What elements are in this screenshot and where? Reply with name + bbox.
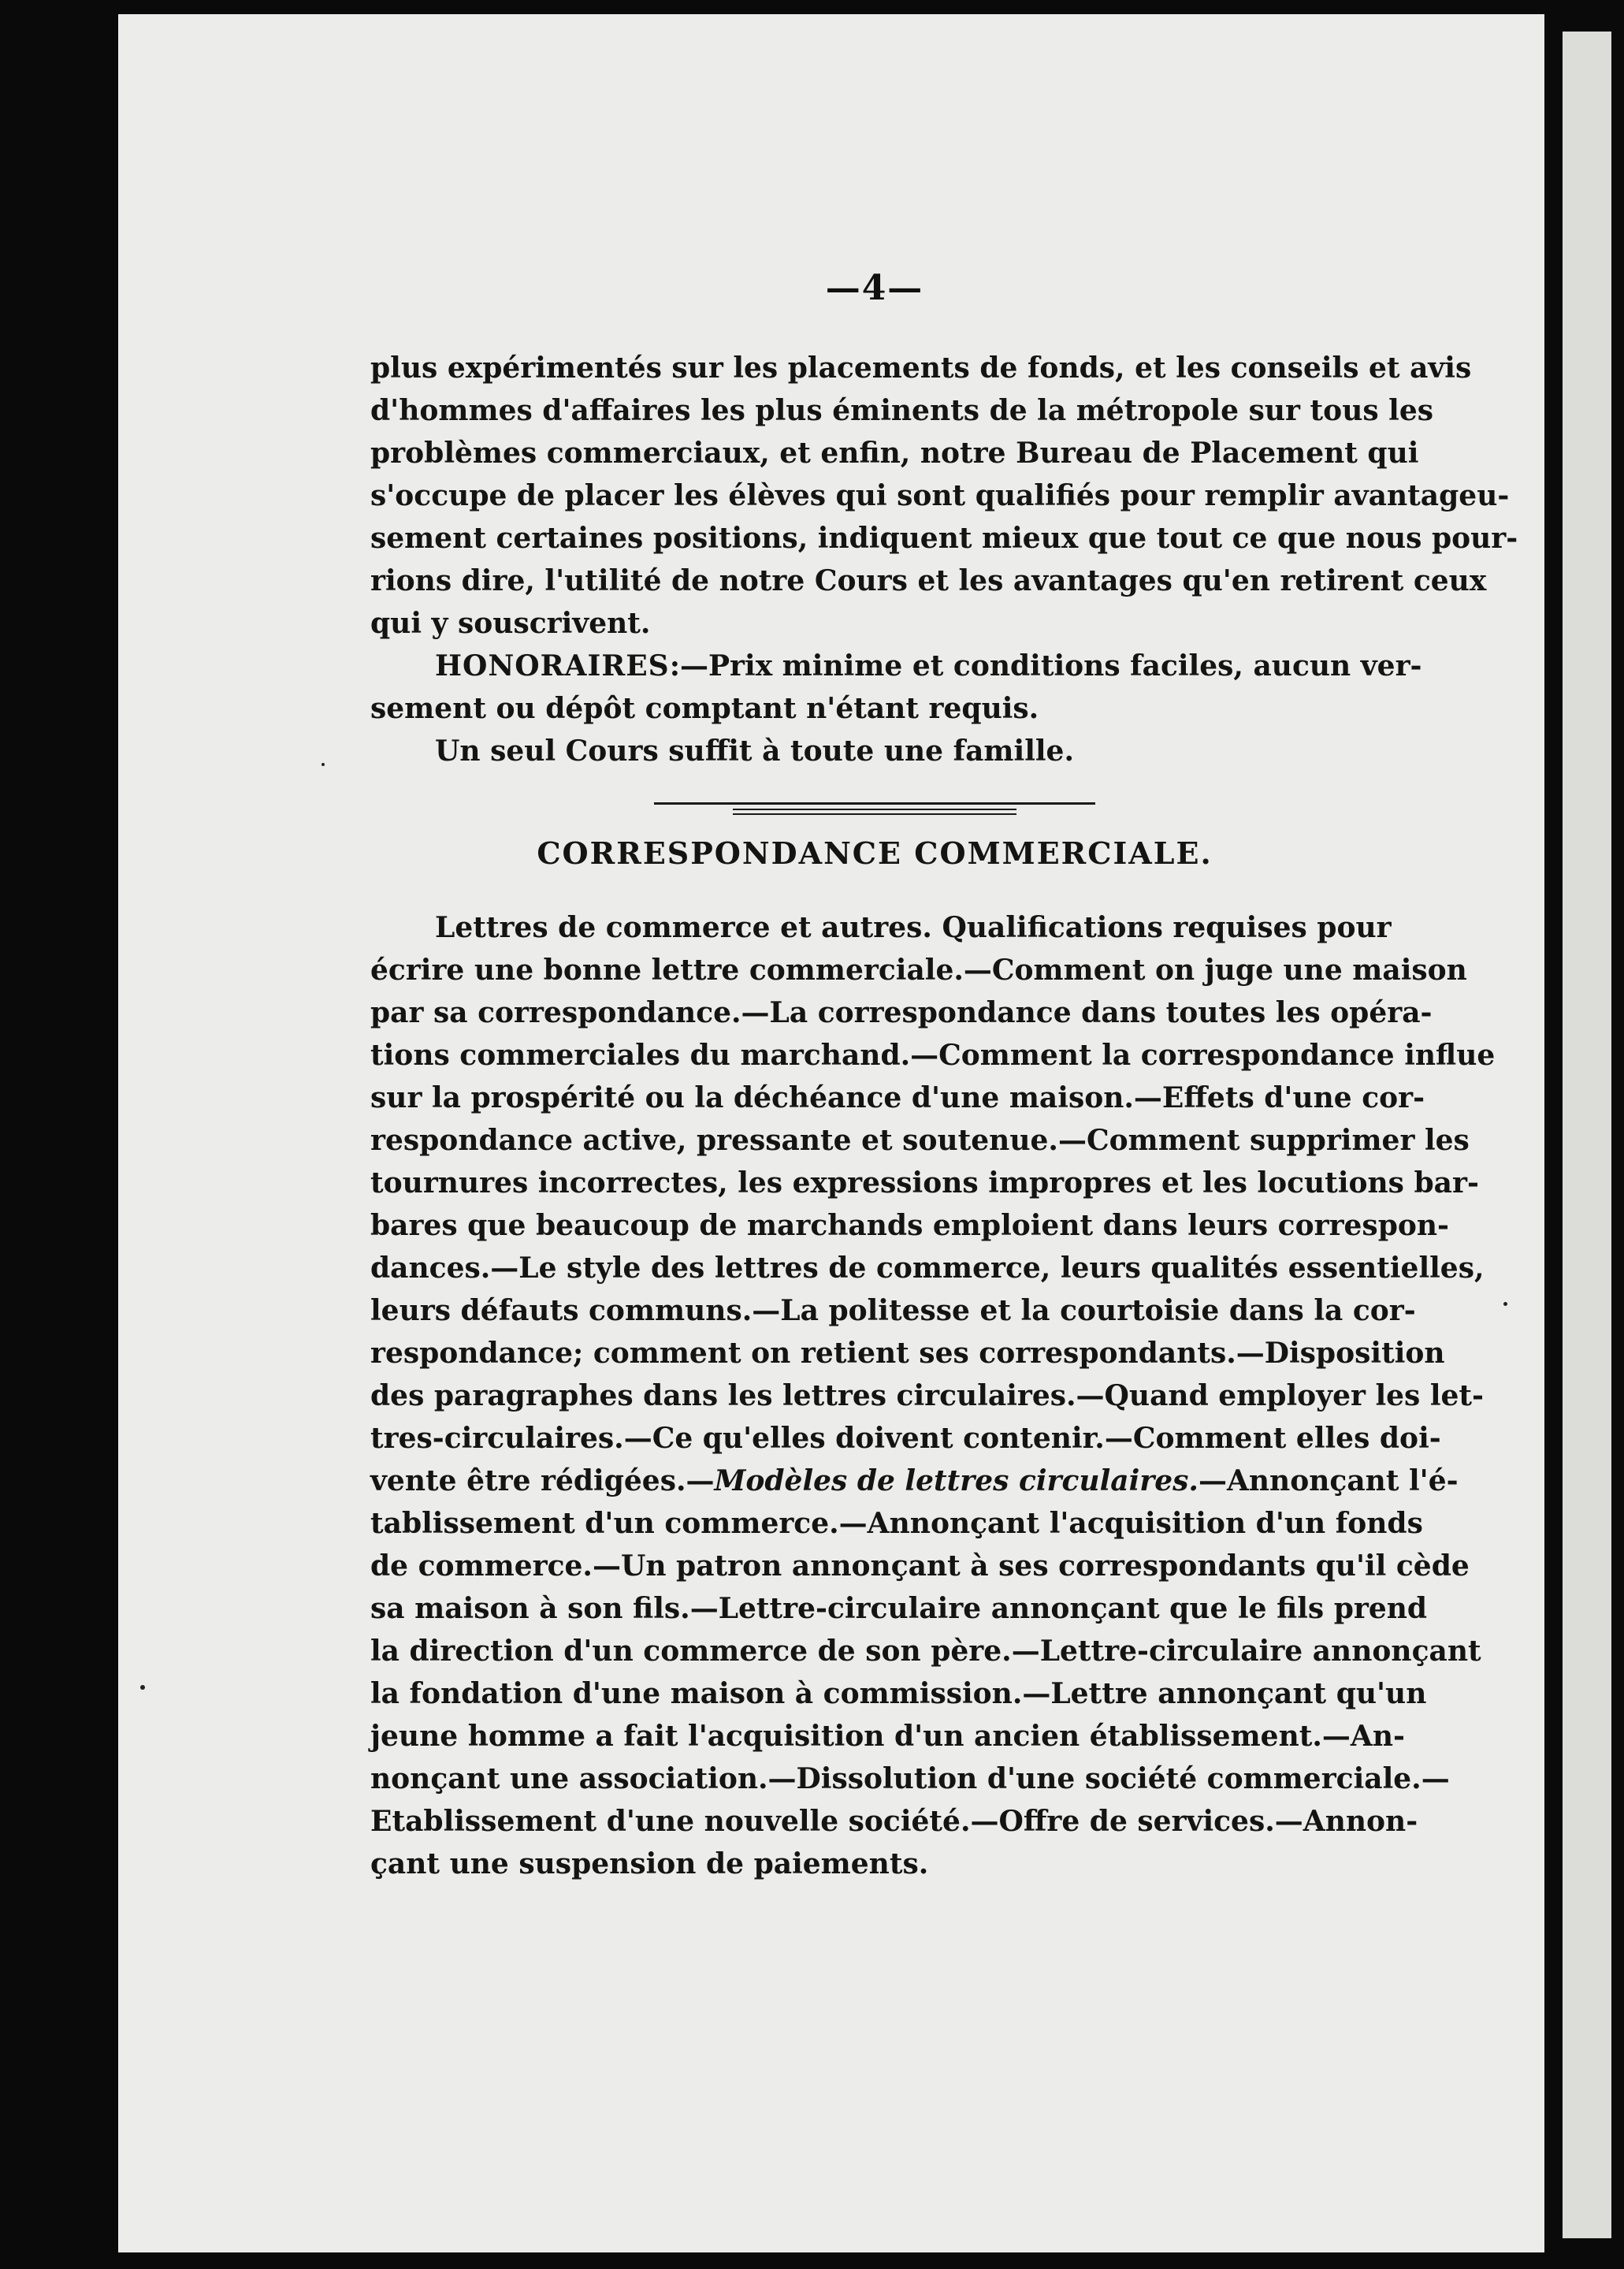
- body-line: sa maison à son fils.—Lettre-circulaire annonçant que le fils prend: [370, 1592, 1428, 1625]
- body-text: vente être rédigées.—: [370, 1464, 715, 1497]
- page-number: —4—: [825, 268, 924, 308]
- intro-line: plus expérimentés sur les placements de fonds, et les conseils et avis: [370, 352, 1472, 385]
- body-line: tablissement d'un commerce.—Annonçant l'acquisition d'un fonds: [370, 1507, 1423, 1540]
- body-line: bares que beaucoup de marchands emploient dans leurs correspon-: [370, 1209, 1450, 1242]
- intro-paragraph: [370, 347, 1518, 645]
- section-divider-thin: [733, 809, 1016, 810]
- body-line: respondance active, pressante et soutenue.—Comment supprimer les: [370, 1124, 1470, 1157]
- body-text: —Annonçant l'é-: [1198, 1464, 1459, 1497]
- intro-line: rions dire, l'utilité de notre Cours et les avantages qu'en retirent ceux: [370, 564, 1487, 597]
- body-line: la direction d'un commerce de son père.—Lettre-circulaire annonçant: [370, 1635, 1481, 1668]
- scan-speck: [1503, 1302, 1507, 1306]
- body-line: de commerce.—Un patron annonçant à ses correspondants qu'il cède: [370, 1549, 1470, 1583]
- body-line: tournures incorrectes, les expressions impropres et les locutions bar-: [370, 1166, 1479, 1200]
- fees-paragraph: [370, 645, 1422, 772]
- course-description: [370, 906, 1496, 1885]
- body-line: leurs défauts communs.—La politesse et la courtoisie dans la cor-: [370, 1294, 1416, 1327]
- body-line: Lettres de commerce et autres. Qualifications requises pour: [435, 911, 1392, 944]
- body-line: nonçant une association.—Dissolution d'une société commerciale.—: [370, 1762, 1450, 1795]
- body-line: Etablissement d'une nouvelle société.—Offre de services.—Annon-: [370, 1805, 1418, 1838]
- body-line: tres-circulaires.—Ce qu'elles doivent contenir.—Comment elles doi-: [370, 1422, 1441, 1455]
- body-line: jeune homme a fait l'acquisition d'un ancien établissement.—An-: [370, 1720, 1405, 1753]
- body-line: par sa correspondance.—La correspondance dans toutes les opéra-: [370, 996, 1433, 1029]
- fees-label: HONORAIRES: [435, 649, 670, 683]
- body-line: dances.—Le style des lettres de commerce, leurs qualités essentielles,: [370, 1252, 1485, 1285]
- scan-speck: [140, 1685, 145, 1690]
- family-line: Un seul Cours suffit à toute une famille.: [435, 735, 1074, 768]
- body-line: des paragraphes dans les lettres circulaires.—Quand employer les let-: [370, 1379, 1484, 1412]
- section-title: CORRESPONDANCE COMMERCIALE.: [537, 835, 1213, 871]
- adjacent-page-edge: [1556, 32, 1611, 2238]
- scan-speck: [321, 763, 325, 766]
- italic-title: Modèles de lettres circulaires.: [714, 1464, 1198, 1497]
- section-divider-thin: [733, 813, 1016, 815]
- body-line: écrire une bonne lettre commerciale.—Comment on juge une maison: [370, 954, 1467, 987]
- body-line: tions commerciales du marchand.—Comment la correspondance influe: [370, 1039, 1496, 1072]
- fees-line: sement ou dépôt comptant n'étant requis.: [370, 692, 1039, 725]
- body-line: la fondation d'une maison à commission.—Lettre annonçant qu'un: [370, 1677, 1427, 1710]
- section-divider: [654, 802, 1095, 805]
- body-line-italic: [370, 1460, 1459, 1502]
- body-line: sur la prospérité ou la déchéance d'une maison.—Effets d'une cor-: [370, 1081, 1425, 1114]
- fees-text: :—Prix minime et conditions faciles, aucun ver-: [669, 649, 1422, 683]
- body-line: çant une suspension de paiements.: [370, 1847, 929, 1880]
- intro-line: problèmes commerciaux, et enfin, notre Bureau de Placement qui: [370, 437, 1419, 470]
- intro-line: d'hommes d'affaires les plus éminents de la métropole sur tous les: [370, 394, 1434, 427]
- fees-line: [370, 645, 1422, 687]
- intro-line: qui y souscrivent.: [370, 607, 651, 640]
- body-line: respondance; comment on retient ses correspondants.—Disposition: [370, 1337, 1445, 1370]
- intro-line: s'occupe de placer les élèves qui sont qualifiés pour remplir avantageu-: [370, 479, 1510, 512]
- intro-line: sement certaines positions, indiquent mieux que tout ce que nous pour-: [370, 522, 1518, 555]
